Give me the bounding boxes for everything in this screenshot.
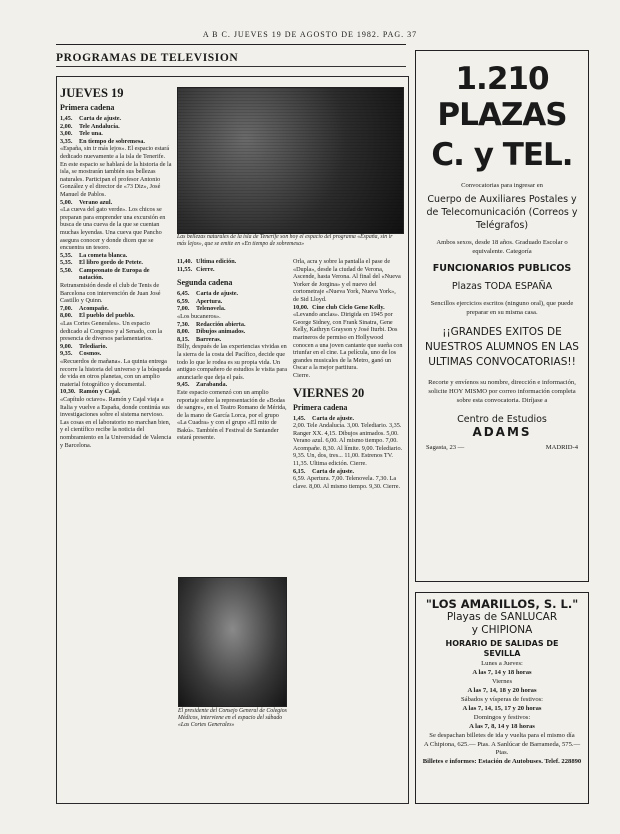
program-time: 9,00. bbox=[60, 342, 73, 350]
program-time: 10,00. bbox=[293, 303, 309, 311]
portrait-caption: El presidente del Consejo General de Colegios Médicos, interviene en el espacio del sábado «Las Cortes Generales» bbox=[178, 708, 287, 728]
third-column bbox=[293, 258, 403, 490]
los-amarillos-advertisement bbox=[415, 592, 589, 804]
program-time: 6,15. bbox=[293, 467, 306, 475]
program-name: Cierre. bbox=[196, 265, 215, 273]
ad2-tickets: Se despachan billetes de ida y vuelta para el mismo día bbox=[429, 732, 575, 739]
program-time: 5,35. bbox=[60, 251, 73, 259]
program-time: 5,50. bbox=[60, 266, 73, 274]
ad2-friday: Viernes bbox=[491, 678, 513, 685]
program-entry bbox=[177, 298, 289, 306]
ad2-sunday-times: A las 7, 8, 14 y 18 horas bbox=[469, 723, 535, 730]
section-rule bbox=[56, 66, 406, 67]
program-name: Telenovela. bbox=[196, 305, 226, 313]
program-entry bbox=[177, 321, 289, 329]
program-description: «Recuerdos de mañana». La quinta entrega recorre la historia del universo y la búsqueda de vida en otros planetas, con un amplio material fotográfico y documental. bbox=[60, 358, 172, 388]
program-name: En tiempo de sobremesa. bbox=[79, 137, 145, 145]
program-time: 8,15. bbox=[177, 335, 190, 343]
ad2-sunday: Domingos y festivos: bbox=[473, 714, 531, 721]
program-description: 2,00. Tele Andalucía. 3,00. Telediario. 3,35. Ranger XX. 4,15. Dibujos animados. 5,00. Verano azul. 6,00. Al mismo tiempo. 7,00. Acompañe. 8,30. Al límite. 9,00. Telediario. 9,35. Un, dos, tres... 11,00. Estrenos TV. 11,35. Ultima edición. Cierre. bbox=[293, 422, 403, 468]
ad-places: Plazas TODA ESPAÑA bbox=[451, 281, 553, 292]
ad-address: Sagasta, 23 — bbox=[426, 444, 465, 451]
ad2-line2: y CHIPIONA bbox=[471, 624, 533, 636]
close-note: Cierre. bbox=[293, 371, 311, 379]
program-name: Ultima edición. bbox=[196, 258, 237, 265]
program-entry bbox=[177, 336, 289, 344]
section-title: PROGRAMAS DE TELEVISION bbox=[56, 52, 239, 64]
program-entry bbox=[60, 259, 172, 267]
program-name: La cometa blanca. bbox=[79, 251, 128, 259]
program-name: Campeonato de Europa de natación. bbox=[79, 266, 150, 282]
ad-headline: 1.210 PLAZAS bbox=[437, 61, 567, 133]
program-name: Zarabanda. bbox=[196, 381, 228, 389]
program-description: Este espacio comenzó con un amplio reportaje sobre la representación de «Bodas de sangre», en el Teatro Romano de Mérida, de la mano de García Lorca, por el grupo «La Cuadra» y con el grupo «El mito de Bakú». También el Festival de Santander estará presente. bbox=[177, 388, 287, 442]
ad-intro: Convocatorias para ingresar en bbox=[461, 182, 543, 189]
program-time: 3,00. bbox=[60, 130, 73, 138]
program-time: 5,00. bbox=[60, 198, 73, 206]
program-entry bbox=[60, 267, 172, 282]
ad-category: FUNCIONARIOS PUBLICOS bbox=[432, 263, 572, 274]
ad2-weekdays-times: A las 7, 14 y 18 horas bbox=[472, 669, 532, 676]
program-name: Telediario. bbox=[79, 342, 108, 350]
ad2-saturday-times: A las 7, 14, 15, 17 y 20 horas bbox=[462, 705, 542, 712]
program-time: 7,00. bbox=[60, 304, 73, 312]
program-description: «España, sin ir más lejos». El espacio estará dedicado nuevamente a la isla de Tenerife. En este espacio se hablará de la historia de la isla, se mostrarán también sus bellezas naturales. Participan el profesor Antonio González y el director de «73 Diz», José Manuel de Pablos. bbox=[60, 145, 172, 198]
program-entry bbox=[60, 199, 172, 207]
channel-heading: Primera cadena bbox=[293, 402, 348, 412]
program-name: Carta de ajuste. bbox=[196, 290, 239, 298]
program-entry bbox=[60, 138, 172, 146]
ad2-prices: A Chipiona, 625.— Ptas. A Sanlúcar de Barrameda, 575.— Ptas. bbox=[423, 741, 581, 756]
program-entry bbox=[60, 343, 172, 351]
program-entry bbox=[60, 130, 172, 138]
program-entry bbox=[60, 312, 172, 320]
ad-centre: Centro de Estudios bbox=[457, 414, 547, 425]
program-name: El libro gordo de Petete. bbox=[79, 259, 143, 267]
program-time: 11,55. bbox=[177, 265, 193, 273]
ad-address-line bbox=[416, 443, 588, 452]
column-text: Orla, acra y sobre la pantalla el pase de «Dupla», desde la ciudad de Verona, Ascende, hasta Verona. Al final del «Nueva Yorker de Jorgina» y el nuevo del cortometraje «Nueva York, Nueva York», de Sid Lloyd. bbox=[293, 258, 401, 303]
program-description: «La cueva del gato verde». Los chicos se preparan para emprender una excursión en busca de una cueva de la que se cuentan muchas leyendas. Una cueva que Pancho asegura conocer y donde dicen que se encuentra un tesoro. bbox=[60, 206, 166, 252]
ad-note: Sencillos ejercicios escritos (ninguno oral), que puede preparar en su misma casa. bbox=[430, 300, 574, 316]
second-column bbox=[177, 258, 289, 442]
adams-advertisement bbox=[415, 50, 589, 582]
program-name: Ramón y Cajal. bbox=[79, 388, 121, 396]
ad-instruction: Recorte y envíenos su nombre, dirección e información, solicite HOY MISMO por correo información completa sobre esta convocatoria. Diríjase a bbox=[428, 379, 576, 404]
program-time: 3,35. bbox=[60, 137, 73, 145]
program-time: 2,00. bbox=[60, 122, 73, 130]
program-name: El pueblo del pueblo. bbox=[79, 312, 135, 320]
ad2-friday-times: A las 7, 14, 18 y 20 horas bbox=[467, 687, 537, 694]
program-entry bbox=[60, 252, 172, 260]
program-description: «Las Cortes Generales». Un espacio dedicado al Congreso y al Senado, con la presencia de diversos parlamentarios. bbox=[60, 320, 163, 343]
program-name: Redacción abierta. bbox=[196, 320, 246, 328]
program-name: Carta de ajuste. bbox=[312, 414, 355, 422]
day-heading: JUEVES 19 bbox=[60, 86, 124, 100]
ad-requirements: Ambos sexos, desde 18 años. Graduado Escolar o equivalente. Categoría bbox=[436, 239, 568, 255]
page-header: A B C. JUEVES 19 DE AGOSTO DE 1982. PAG. 37 bbox=[202, 30, 418, 39]
channel-heading: Primera cadena bbox=[60, 103, 115, 112]
program-entry bbox=[177, 305, 289, 313]
ad-body: Cuerpo de Auxiliares Postales y de Telecomunicación (Correos y Telégrafos) bbox=[426, 194, 578, 231]
tenerife-photo bbox=[177, 87, 404, 234]
program-time: 1,45. bbox=[60, 115, 73, 122]
program-time: 6,45. bbox=[177, 290, 190, 298]
program-time: 7,00. bbox=[177, 305, 190, 313]
ad2-weekdays: Lunes a Jueves: bbox=[481, 660, 523, 667]
program-name: Apertura. bbox=[196, 297, 223, 305]
program-time: 8,00. bbox=[177, 328, 190, 336]
ad2-company: "LOS AMARILLOS, S. L." bbox=[425, 597, 579, 611]
program-entry bbox=[60, 123, 172, 131]
program-name: Carta de ajuste. bbox=[312, 467, 355, 475]
program-name: Verano azul. bbox=[79, 198, 113, 206]
program-entry bbox=[293, 415, 403, 423]
program-description: Retransmisión desde el club de Tenis de Barcelona con intervención de Juan José Castillo y Quinn. bbox=[60, 282, 161, 305]
program-description: 6,59. Apertura. 7,00. Telenovela. 7,30. La clave. 8,00. Al mismo tiempo. 9,30. Cierre. bbox=[293, 475, 401, 490]
day-heading: VIERNES 20 bbox=[293, 385, 365, 400]
program-entry bbox=[177, 290, 289, 298]
channel2-heading: Segunda cadena bbox=[177, 278, 233, 288]
program-time: 8,00. bbox=[60, 312, 73, 320]
program-name: Tele una. bbox=[79, 130, 103, 138]
program-time: 9,45. bbox=[177, 381, 190, 389]
program-name: Dibujos animados. bbox=[196, 328, 246, 336]
program-time: 7,30. bbox=[177, 320, 190, 328]
program-entry bbox=[177, 328, 289, 336]
program-entry bbox=[60, 388, 172, 396]
program-description: «Los bucaneros». bbox=[177, 312, 221, 320]
program-entry bbox=[177, 266, 289, 274]
ad-name: ADAMS bbox=[472, 425, 532, 439]
ad-headline-2: C. y TEL. bbox=[431, 137, 573, 173]
program-description: «Capítulo octavo». Ramón y Cajal viaja a Italia y vuelve a España, donde continúa sus investigaciones sobre el sistema nervioso. Las cosas en el laboratorio no marchan bien, y el científico recibe la noticia del nombramiento en la Universidad de Valencia y Barcelona. bbox=[60, 395, 172, 449]
ad2-info: Billetes e informes: Estación de Autobuses. Telef. 228890 bbox=[422, 758, 582, 765]
header-rule bbox=[56, 44, 406, 45]
ad-city: MADRID-4 bbox=[545, 444, 578, 451]
program-entry bbox=[60, 115, 172, 123]
program-entry bbox=[293, 468, 403, 476]
ad-success: ¡¡GRANDES EXITOS DE NUESTROS ALUMNOS EN LAS ULTIMAS CONVOCATORIAS!! bbox=[425, 326, 579, 368]
program-description: «Levando anclas». Dirigida en 1945 por George Sidney, con Frank Sinatra, Gene Kelly, Kathryn Grayson y José Iturbi. Dos marineros de permiso en Hollywood conocen a una joven cantante que sueña con triunfar en el cine. La película, uno de los grandes musicales de la Metro, ganó un Oscar a la mejor partitura. bbox=[293, 311, 403, 372]
program-name: Cine club Ciclo Gene Kelly. bbox=[312, 303, 385, 311]
program-list bbox=[60, 115, 172, 449]
program-name: Cosmos. bbox=[79, 350, 102, 358]
program-time: 11,40. bbox=[177, 258, 193, 265]
doctor-portrait-photo bbox=[178, 577, 287, 707]
late-list bbox=[177, 258, 289, 273]
program-time: 10,30. bbox=[60, 388, 76, 396]
program-entry bbox=[177, 381, 289, 389]
program-name: Barreras. bbox=[196, 335, 222, 343]
program-name: Carta de ajuste. bbox=[79, 115, 122, 122]
program-list bbox=[293, 415, 403, 491]
program-time: 5,35. bbox=[60, 259, 73, 267]
program-entry bbox=[177, 258, 289, 266]
program-name: Tele Andalucía. bbox=[79, 122, 120, 130]
ad2-line1: Playas de SANLUCAR bbox=[446, 611, 558, 623]
program-entry bbox=[60, 305, 172, 313]
program-entry bbox=[60, 350, 172, 358]
photo-caption: Las bellezas naturales de la isla de Tenerife son hoy el espacio del programa «España, sin ir más lejos», que se emite en «En tiempo de sobremesa» bbox=[177, 234, 393, 247]
program-name: Acompañe. bbox=[79, 304, 109, 312]
channel2-list bbox=[177, 290, 289, 442]
ad2-saturday: Sábados y vísperas de festivos: bbox=[460, 696, 544, 703]
program-time: 6,59. bbox=[177, 297, 190, 305]
thursday-column bbox=[60, 84, 172, 449]
program-time: 1,45. bbox=[293, 414, 306, 422]
program-description: Billy, después de las experiencias vividas en la sierra de la costa del Pacífico, decide que todo lo que le rodea es su propia vida. Un antiguo compañero de estudios le visita para anunciarle que deja el país. bbox=[177, 343, 287, 381]
ad2-schedule-title: HORARIO DE SALIDAS DE SEVILLA bbox=[445, 639, 559, 658]
program-time: 9,35. bbox=[60, 350, 73, 358]
